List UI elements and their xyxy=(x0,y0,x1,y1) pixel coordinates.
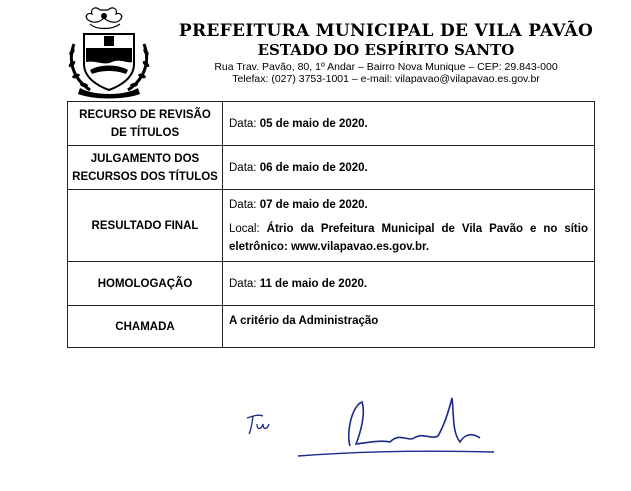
municipal-crest-icon xyxy=(60,4,158,100)
row-value: Data: 06 de maio de 2020. xyxy=(223,146,595,190)
letterhead-title: PREFEITURA MUNICIPAL DE VILA PAVÃO xyxy=(178,21,594,41)
schedule-table xyxy=(67,101,595,348)
initials-mark-icon xyxy=(243,410,283,440)
row-label: RESULTADO FINAL xyxy=(68,190,223,262)
row-label: JULGAMENTO DOS RECURSOS DOS TÍTULOS xyxy=(68,146,223,190)
signature-icon xyxy=(290,392,500,464)
table-row xyxy=(68,262,595,306)
letterhead-contact: Telefax: (027) 3753-1001 – e-mail: vilapavao@vilapavao.es.gov.br xyxy=(232,73,540,85)
letterhead-address: Rua Trav. Pavão, 80, 1º Andar – Bairro Nova Munique – CEP: 29.843-000 xyxy=(214,61,558,73)
row-value: Data: 11 de maio de 2020. xyxy=(223,262,595,306)
table-row xyxy=(68,146,595,190)
row-value xyxy=(223,190,595,262)
table-row xyxy=(68,190,595,262)
letterhead-subtitle: ESTADO DO ESPÍRITO SANTO xyxy=(257,41,515,59)
result-date: Data: 07 de maio de 2020. xyxy=(229,198,368,211)
table-row xyxy=(68,306,595,348)
row-value: Data: 05 de maio de 2020. xyxy=(223,102,595,146)
table-row xyxy=(68,102,595,146)
result-location: Local: Átrio da Prefeitura Municipal de Vila Pavão e no sítio eletrônico: www.vilapavao.es.gov.br. xyxy=(229,222,588,253)
letterhead xyxy=(166,0,606,85)
row-label: HOMOLOGAÇÃO xyxy=(68,262,223,306)
row-value: A critério da Administração xyxy=(223,306,595,348)
row-label: RECURSO DE REVISÃO DE TÍTULOS xyxy=(68,102,223,146)
row-label: CHAMADA xyxy=(68,306,223,348)
